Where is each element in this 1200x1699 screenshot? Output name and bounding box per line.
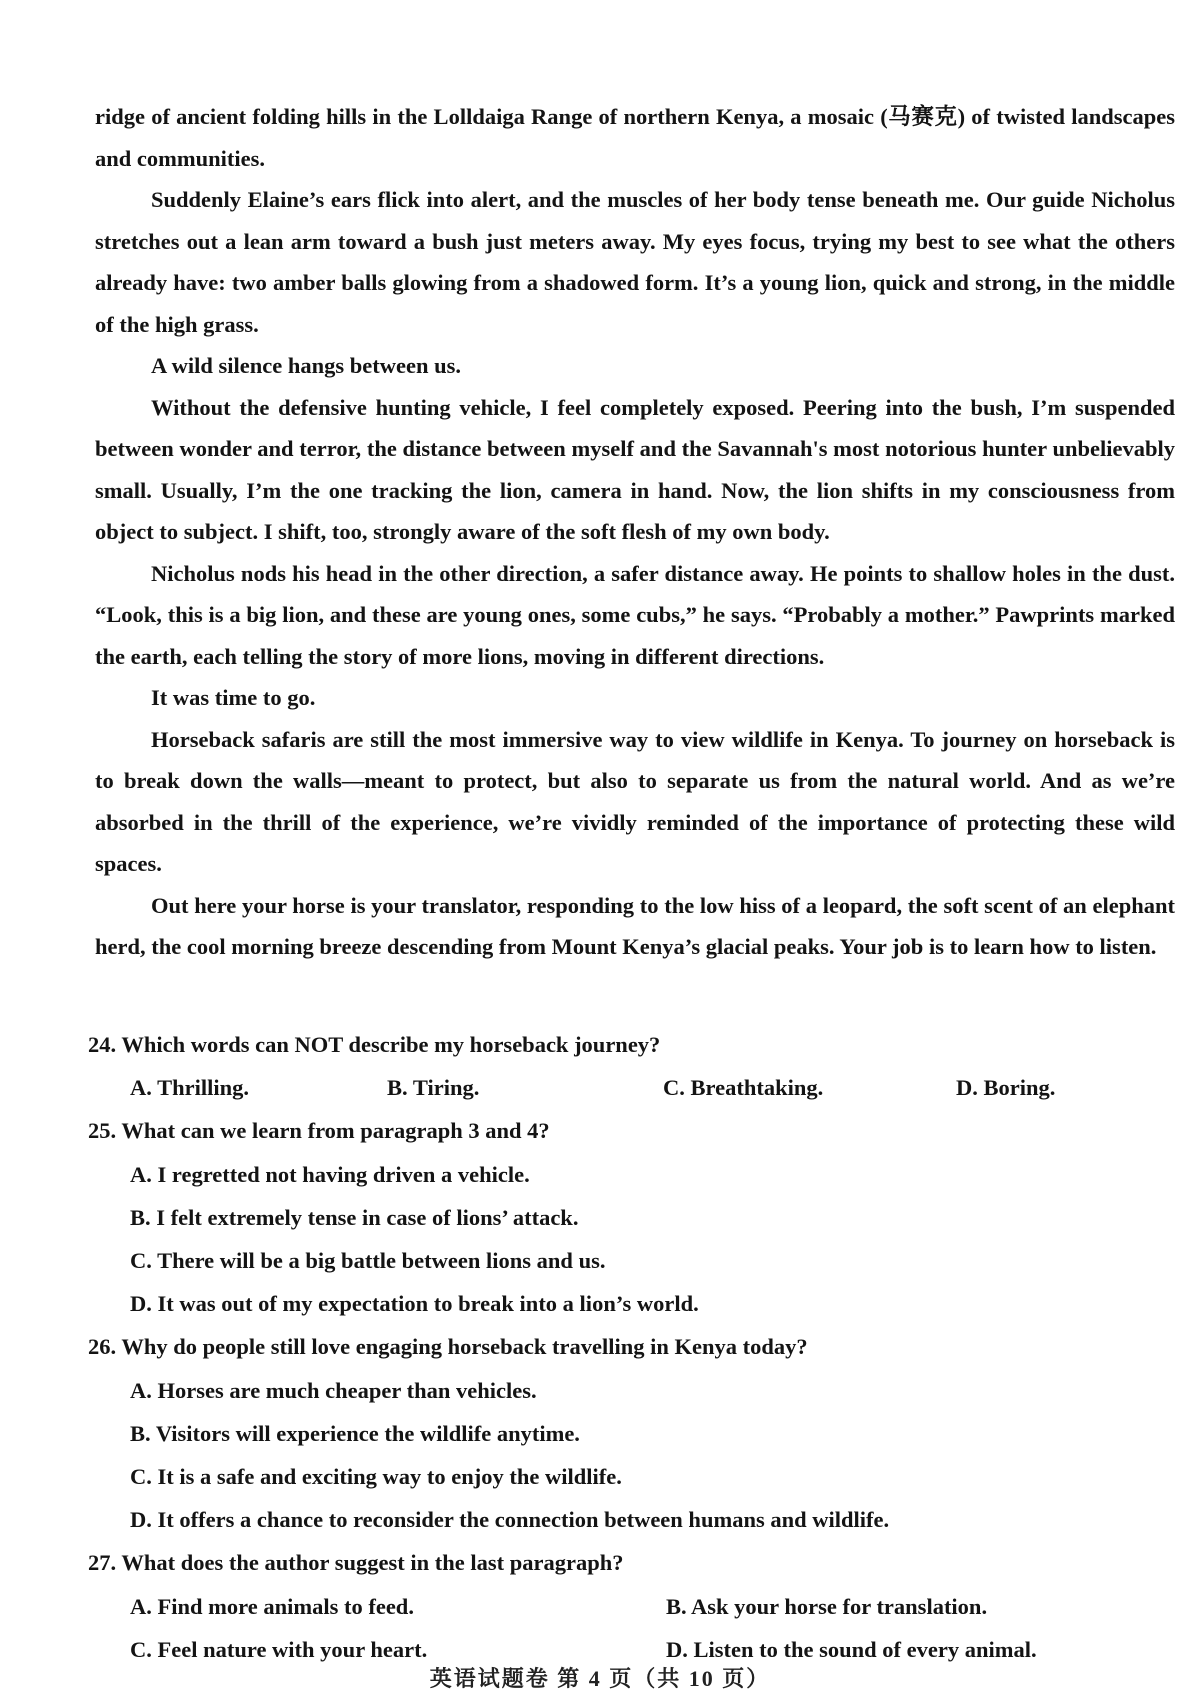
question-24 [88,1023,1178,1109]
passage-paragraph-5: Nicholus nods his head in the other direction, a safer distance away. He points to shallow holes in the dust. “Look, this is a big lion, and these are young ones, some cubs,” he says. “Probably a mother.” Pawprints marked the earth, each telling the story of more lions, moving in different directions. [95,560,1175,669]
option-c: C. There will be a big battle between lions and us. [130,1248,606,1274]
question-25 [88,1109,1178,1325]
question-stem: 26. Why do people still love engaging horseback travelling in Kenya today? [88,1334,808,1360]
question-27 [88,1541,1178,1671]
question-stem: 27. What does the author suggest in the last paragraph? [88,1550,624,1576]
question-26 [88,1325,1178,1541]
passage-paragraph-6: It was time to go. [151,685,316,710]
passage-paragraph-1: ridge of ancient folding hills in the Lolldaiga Range of northern Kenya, a mosaic (马赛克) of twisted landscapes and communities. [95,104,1175,171]
option-b: B. I felt extremely tense in case of lions’ attack. [130,1204,579,1230]
option-c: C. Feel nature with your heart. [130,1636,428,1662]
option-d: D. Listen to the sound of every animal. [666,1636,1037,1662]
question-stem: 25. What can we learn from paragraph 3 and 4? [88,1118,550,1144]
option-c: C. Breathtaking. [663,1075,824,1101]
passage-paragraph-4: Without the defensive hunting vehicle, I feel completely exposed. Peering into the bush, I’m suspended between wonder and terror, the distance between myself and the Savannah's most notorious hunter unbelievably small. Usually, I’m the one tracking the lion, camera in hand. Now, the lion shifts in my consciousness from object to subject. I shift, too, strongly aware of the soft flesh of my own body. [95,394,1175,544]
option-a: A. Find more animals to feed. [130,1593,414,1619]
passage-paragraph-3: A wild silence hangs between us. [151,353,462,378]
option-b: B. Ask your horse for translation. [666,1593,988,1619]
option-d: D. It offers a chance to reconsider the connection between humans and wildlife. [130,1507,890,1533]
reading-passage [95,96,1175,968]
option-a: A. Horses are much cheaper than vehicles. [130,1377,537,1403]
option-a: A. I regretted not having driven a vehicle. [130,1161,530,1187]
option-d: D. Boring. [956,1075,1056,1101]
question-stem: 24. Which words can NOT describe my horseback journey? [88,1032,661,1057]
page-footer: 英语试题卷 第 4 页（共 10 页） [429,1666,771,1691]
option-b: B. Tiring. [387,1075,480,1101]
options-row [88,1585,1178,1628]
option-c: C. It is a safe and exciting way to enjoy the wildlife. [130,1464,622,1490]
passage-paragraph-7: Horseback safaris are still the most immersive way to view wildlife in Kenya. To journey on horseback is to break down the walls—meant to protect, but also to separate us from the natural world. And as we’re absorbed in the thrill of the experience, we’re vividly reminded of the importance of protecting these wild spaces. [95,726,1175,876]
options-row [88,1066,1178,1109]
question-list [88,1023,1178,1671]
passage-paragraph-2: Suddenly Elaine’s ears flick into alert, and the muscles of her body tense beneath me. Our guide Nicholus stretches out a lean arm toward a bush just meters away. My eyes focus, trying my best to see what the others already have: two amber balls glowing from a shadowed form. It’s a young lion, quick and strong, in the middle of the high grass. [95,187,1175,337]
option-a: A. Thrilling. [130,1075,249,1101]
option-b: B. Visitors will experience the wildlife anytime. [130,1420,580,1446]
passage-paragraph-8: Out here your horse is your translator, responding to the low hiss of a leopard, the soft scent of an elephant herd, the cool morning breeze descending from Mount Kenya’s glacial peaks. Your job is to learn how to listen. [95,892,1175,959]
option-d: D. It was out of my expectation to break into a lion’s world. [130,1291,699,1317]
